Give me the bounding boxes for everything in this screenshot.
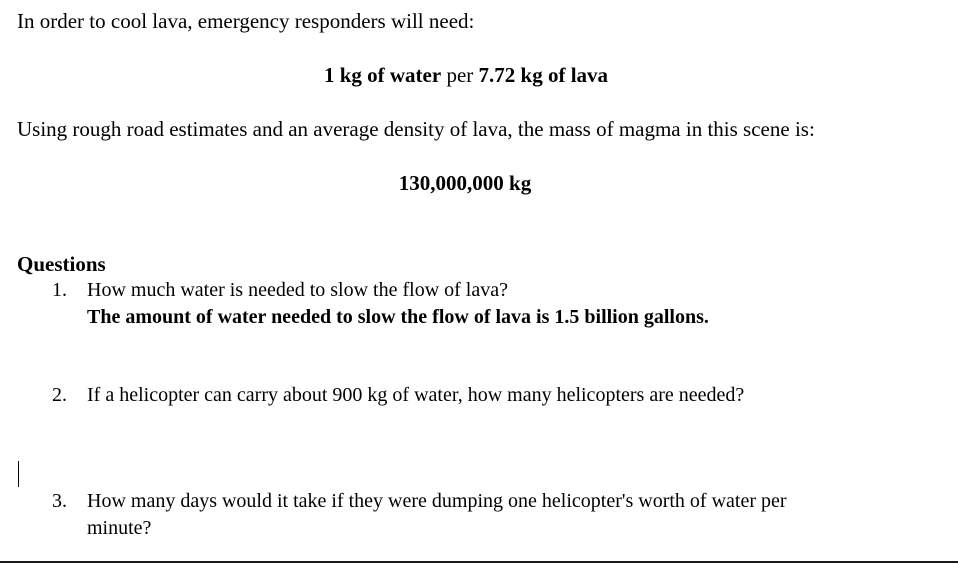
intro-text: In order to cool lava, emergency responders will need: [17, 9, 475, 33]
question-3-text-line1: How many days would it take if they were dumping one helicopter's worth of water per [87, 490, 787, 512]
water-lava-ratio [0, 63, 932, 88]
question-1-answer[interactable]: The amount of water needed to slow the flow of lava is 1.5 billion gallons. [87, 306, 709, 328]
question-2-number: 2. [52, 384, 67, 406]
magma-mass-value: 130,000,000 kg [398, 171, 532, 195]
question-3-text-line2: minute? [87, 517, 152, 539]
question-1-number: 1. [52, 279, 67, 301]
question-3-number: 3. [52, 490, 67, 512]
per-word: per [441, 63, 479, 87]
text-cursor [18, 461, 19, 487]
lava-amount: 7.72 kg of lava [478, 63, 609, 87]
page-bottom-border [0, 561, 958, 563]
water-amount: 1 kg of water [323, 63, 442, 87]
question-2-text: If a helicopter can carry about 900 kg of water, how many helicopters are needed? [87, 384, 745, 406]
questions-heading: Questions [17, 252, 106, 276]
question-1-text: How much water is needed to slow the flow of lava? [87, 279, 508, 301]
mass-intro-text: Using rough road estimates and an average density of lava, the mass of magma in this scene is: [17, 117, 815, 141]
